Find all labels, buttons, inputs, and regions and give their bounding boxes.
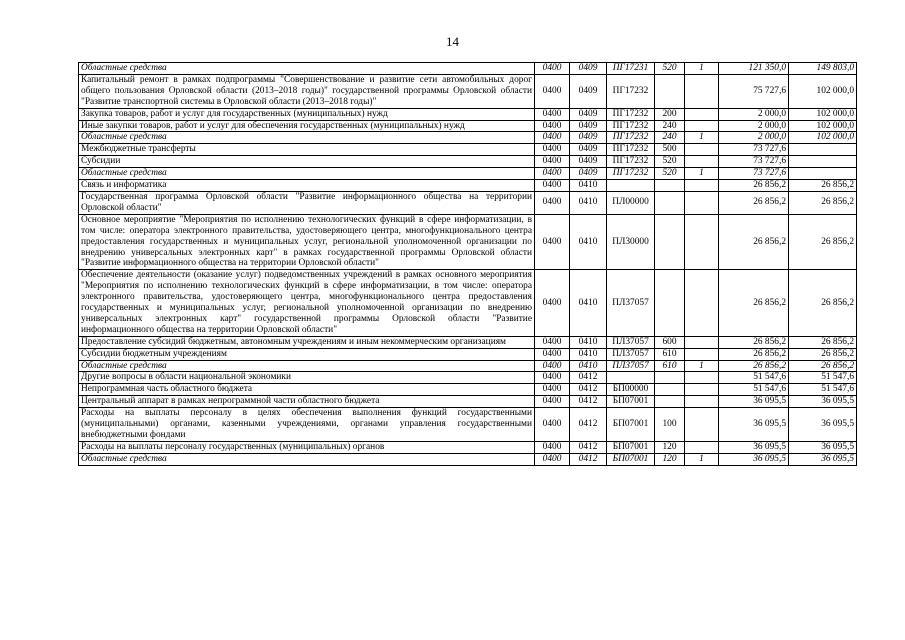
section-code: 0400	[535, 63, 570, 75]
row-name: Областные средства	[79, 63, 535, 75]
table-row	[79, 396, 857, 408]
table-row	[79, 453, 857, 465]
target-article-code: ПГ17232	[607, 168, 655, 180]
row-name: Закупка товаров, работ и услуг для государственных (муниципальных) нужд	[79, 108, 535, 120]
section-code: 0400	[535, 384, 570, 396]
subsection-code: 0412	[570, 408, 607, 442]
section-code: 0400	[535, 108, 570, 120]
subsection-code: 0409	[570, 63, 607, 75]
expense-type-code: 240	[655, 132, 685, 144]
section-code: 0400	[535, 453, 570, 465]
amount-year-2: 26 856,2	[789, 191, 857, 214]
subsection-code: 0412	[570, 453, 607, 465]
subsection-code: 0409	[570, 132, 607, 144]
amount-year-2: 102 000,0	[789, 120, 857, 132]
target-article-code: БП07001	[607, 396, 655, 408]
table-row	[79, 408, 857, 442]
section-code: 0400	[535, 396, 570, 408]
row-name: Областные средства	[79, 132, 535, 144]
amount-year-2: 102 000,0	[789, 74, 857, 108]
funding-source-code	[685, 74, 719, 108]
table-row	[79, 168, 857, 180]
target-article-code: ПГ17232	[607, 156, 655, 168]
table-row	[79, 156, 857, 168]
section-code: 0400	[535, 348, 570, 360]
expense-type-code: 520	[655, 63, 685, 75]
subsection-code: 0412	[570, 372, 607, 384]
table-row	[79, 336, 857, 348]
target-article-code	[607, 180, 655, 192]
row-name: Иные закупки товаров, работ и услуг для обеспечения государственных (муниципальных) нужд	[79, 120, 535, 132]
funding-source-code	[685, 408, 719, 442]
funding-source-code	[685, 441, 719, 453]
row-name: Субсидии	[79, 156, 535, 168]
amount-year-1: 51 547,6	[719, 372, 789, 384]
subsection-code: 0410	[570, 270, 607, 336]
expense-type-code: 100	[655, 408, 685, 442]
target-article-code: БП00000	[607, 384, 655, 396]
table-row	[79, 108, 857, 120]
subsection-code: 0409	[570, 144, 607, 156]
funding-source-code	[685, 156, 719, 168]
section-code: 0400	[535, 132, 570, 144]
target-article-code: ПГ17232	[607, 132, 655, 144]
subsection-code: 0410	[570, 336, 607, 348]
row-name: Обеспечение деятельности (оказание услуг) подведомственных учреждений в рамках основного мероприятия "Мероприятия по исполнению технологических функций в сфере информатизации, в том числе: оператора электронного правительства, удостоверяющего центра, многофункционального центра предоставления государственных и муниципальных услуг, региональной уполномоченной организации по внедрению универсальных электронных карт" государственной программы Орловской области "Развитие информационного общества на территории Орловской области"	[79, 270, 535, 336]
amount-year-1: 73 727,6	[719, 168, 789, 180]
target-article-code	[607, 372, 655, 384]
amount-year-2: 149 803,0	[789, 63, 857, 75]
table-row	[79, 360, 857, 372]
funding-source-code	[685, 384, 719, 396]
row-name: Расходы на выплаты персоналу государственных (муниципальных) органов	[79, 441, 535, 453]
target-article-code: ПЛ00000	[607, 191, 655, 214]
table-row	[79, 441, 857, 453]
expense-type-code: 610	[655, 360, 685, 372]
expense-type-code	[655, 270, 685, 336]
subsection-code: 0412	[570, 384, 607, 396]
subsection-code: 0409	[570, 74, 607, 108]
row-name: Расходы на выплаты персоналу в целях обеспечения выполнения функций государственными (муниципальными) органами, казенными учреждениями, органами управления государственными внебюджетными фондами	[79, 408, 535, 442]
amount-year-2: 36 095,5	[789, 396, 857, 408]
page-number: 14	[446, 34, 459, 49]
subsection-code: 0412	[570, 441, 607, 453]
subsection-code: 0412	[570, 396, 607, 408]
amount-year-2	[789, 168, 857, 180]
section-code: 0400	[535, 191, 570, 214]
table-row	[79, 270, 857, 336]
expense-type-code: 520	[655, 168, 685, 180]
amount-year-1: 26 856,2	[719, 348, 789, 360]
funding-source-code	[685, 348, 719, 360]
row-name: Субсидии бюджетным учреждениям	[79, 348, 535, 360]
amount-year-2: 26 856,2	[789, 214, 857, 270]
section-code: 0400	[535, 360, 570, 372]
expense-type-code	[655, 396, 685, 408]
row-name: Областные средства	[79, 360, 535, 372]
section-code: 0400	[535, 144, 570, 156]
expense-type-code: 610	[655, 348, 685, 360]
section-code: 0400	[535, 168, 570, 180]
expense-type-code	[655, 191, 685, 214]
amount-year-2: 102 000,0	[789, 132, 857, 144]
funding-source-code	[685, 396, 719, 408]
funding-source-code	[685, 214, 719, 270]
amount-year-2: 51 547,6	[789, 372, 857, 384]
target-article-code: БП07001	[607, 408, 655, 442]
subsection-code: 0409	[570, 108, 607, 120]
amount-year-1: 36 095,5	[719, 408, 789, 442]
funding-source-code	[685, 191, 719, 214]
row-name: Областные средства	[79, 168, 535, 180]
subsection-code: 0409	[570, 168, 607, 180]
target-article-code: БП07001	[607, 441, 655, 453]
funding-source-code	[685, 120, 719, 132]
table-row	[79, 63, 857, 75]
expense-type-code: 200	[655, 108, 685, 120]
expense-type-code: 240	[655, 120, 685, 132]
funding-source-code: 1	[685, 63, 719, 75]
expense-type-code	[655, 180, 685, 192]
subsection-code: 0410	[570, 348, 607, 360]
funding-source-code: 1	[685, 360, 719, 372]
target-article-code: ПЛ37057	[607, 336, 655, 348]
section-code: 0400	[535, 180, 570, 192]
amount-year-1: 36 095,5	[719, 396, 789, 408]
section-code: 0400	[535, 120, 570, 132]
table-row	[79, 384, 857, 396]
section-code: 0400	[535, 441, 570, 453]
amount-year-1: 51 547,6	[719, 384, 789, 396]
subsection-code: 0410	[570, 214, 607, 270]
funding-source-code	[685, 144, 719, 156]
section-code: 0400	[535, 336, 570, 348]
amount-year-1: 2 000,0	[719, 120, 789, 132]
funding-source-code	[685, 372, 719, 384]
table-row	[79, 132, 857, 144]
expense-type-code: 520	[655, 156, 685, 168]
row-name: Межбюджетные трансферты	[79, 144, 535, 156]
amount-year-2: 36 095,5	[789, 453, 857, 465]
expense-type-code	[655, 74, 685, 108]
amount-year-1: 26 856,2	[719, 270, 789, 336]
table-row	[79, 372, 857, 384]
amount-year-1: 26 856,2	[719, 360, 789, 372]
subsection-code: 0410	[570, 191, 607, 214]
amount-year-2	[789, 156, 857, 168]
amount-year-1: 36 095,5	[719, 453, 789, 465]
row-name: Другие вопросы в области национальной экономики	[79, 372, 535, 384]
row-name: Связь и информатика	[79, 180, 535, 192]
section-code: 0400	[535, 270, 570, 336]
target-article-code: ПГ17232	[607, 120, 655, 132]
funding-source-code	[685, 270, 719, 336]
amount-year-1: 26 856,2	[719, 336, 789, 348]
table-row	[79, 74, 857, 108]
subsection-code: 0409	[570, 156, 607, 168]
expense-type-code	[655, 384, 685, 396]
amount-year-1: 2 000,0	[719, 108, 789, 120]
target-article-code: БП07001	[607, 453, 655, 465]
target-article-code: ПГ17231	[607, 63, 655, 75]
row-name: Предоставление субсидий бюджетным, автономным учреждениям и иным некоммерческим организациям	[79, 336, 535, 348]
amount-year-2: 102 000,0	[789, 108, 857, 120]
funding-source-code	[685, 180, 719, 192]
row-name: Областные средства	[79, 453, 535, 465]
funding-source-code	[685, 336, 719, 348]
target-article-code: ПГ17232	[607, 74, 655, 108]
subsection-code: 0409	[570, 120, 607, 132]
amount-year-1: 2 000,0	[719, 132, 789, 144]
section-code: 0400	[535, 408, 570, 442]
amount-year-2: 26 856,2	[789, 348, 857, 360]
table-row	[79, 120, 857, 132]
expense-type-code: 500	[655, 144, 685, 156]
amount-year-2: 51 547,6	[789, 384, 857, 396]
row-name: Основное мероприятие "Мероприятия по исполнению технологических функций в сфере информатизации, в том числе: оператора электронного правительства, удостоверяющего центра, многофункционального центра предоставления государственных и муниципальных услуг, региональной уполномоченной организации по внедрению универсальных электронных карт" в рамках государственной программы Орловской области "Развитие информационного общества на территории Орловской области"	[79, 214, 535, 270]
table-row	[79, 348, 857, 360]
expense-type-code: 120	[655, 453, 685, 465]
amount-year-1: 73 727,6	[719, 156, 789, 168]
budget-table-body	[79, 63, 857, 466]
target-article-code: ПГ17232	[607, 108, 655, 120]
amount-year-2: 26 856,2	[789, 336, 857, 348]
amount-year-1: 121 350,0	[719, 63, 789, 75]
amount-year-1: 26 856,2	[719, 214, 789, 270]
expense-type-code: 600	[655, 336, 685, 348]
amount-year-2: 36 095,5	[789, 441, 857, 453]
funding-source-code	[685, 108, 719, 120]
expense-type-code	[655, 214, 685, 270]
table-row	[79, 191, 857, 214]
amount-year-1: 75 727,6	[719, 74, 789, 108]
row-name: Непрограммная часть областного бюджета	[79, 384, 535, 396]
section-code: 0400	[535, 372, 570, 384]
section-code: 0400	[535, 74, 570, 108]
amount-year-2: 26 856,2	[789, 180, 857, 192]
amount-year-1: 73 727,6	[719, 144, 789, 156]
table-row	[79, 214, 857, 270]
subsection-code: 0410	[570, 180, 607, 192]
subsection-code: 0410	[570, 360, 607, 372]
section-code: 0400	[535, 156, 570, 168]
target-article-code: ПЛ37057	[607, 348, 655, 360]
amount-year-2: 36 095,5	[789, 408, 857, 442]
amount-year-2: 26 856,2	[789, 360, 857, 372]
amount-year-2	[789, 144, 857, 156]
funding-source-code: 1	[685, 168, 719, 180]
expense-type-code	[655, 372, 685, 384]
target-article-code: ПЛ30000	[607, 214, 655, 270]
table-row	[79, 144, 857, 156]
target-article-code: ПЛ37057	[607, 360, 655, 372]
budget-table	[78, 62, 857, 466]
section-code: 0400	[535, 214, 570, 270]
funding-source-code: 1	[685, 453, 719, 465]
row-name: Государственная программа Орловской области "Развитие информационного общества на территории Орловской области"	[79, 191, 535, 214]
amount-year-1: 36 095,5	[719, 441, 789, 453]
row-name: Центральный аппарат в рамках непрограммной части областного бюджета	[79, 396, 535, 408]
amount-year-2: 26 856,2	[789, 270, 857, 336]
target-article-code: ПЛ37057	[607, 270, 655, 336]
expense-type-code: 120	[655, 441, 685, 453]
amount-year-1: 26 856,2	[719, 191, 789, 214]
funding-source-code: 1	[685, 132, 719, 144]
row-name: Капитальный ремонт в рамках подпрограммы "Совершенствование и развитие сети автомобильных дорог общего пользования Орловской области (2013–2018 годы)" государственной программы Орловской области "Развитие транспортной системы в Орловской области (2013–2018 годы)"	[79, 74, 535, 108]
table-row	[79, 180, 857, 192]
amount-year-1: 26 856,2	[719, 180, 789, 192]
target-article-code: ПГ17232	[607, 144, 655, 156]
